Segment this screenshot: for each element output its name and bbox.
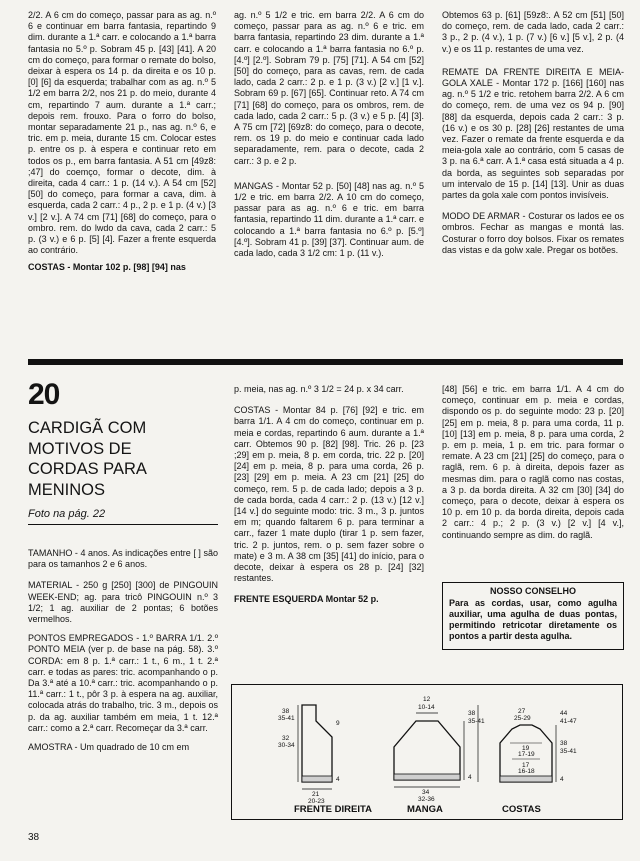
top-col2-text: ag. n.º 5 1/2 e tric. em barra 2/2. A 6 cm do começo, passar para as ag. n.º 6 e tric. em barra fantasia, repartindo 23 dim. durante a 1.ª carr. e colocando a 1.ª barra fantasia no 6.º p. [4.º] [2.º]. Sobram 79 p. [75] [71]. A 54 cm [52] [50] do começo, para as cavas, rem. de cada lado, cada 2 carr.: 2 p. e 1 p. (3 v.) [2 v.] [1 v.]. Sobram 69 p. [67] [65]. Continuar reto. A 74 cm [71] [68] do começo, para os ombros, rem. de cada lado, cada 2 carr.: 5 p. (3 v.) e 5 p. [4] [3]. A 75 cm [72] [69z8: do começo, para o decote, rem. os 19 p. do meio e continuar cada lado separadamente, rem. para o decote, cada 2 carr.: 3 p. e 2 p. — [234, 10, 424, 166]
photo-underline — [28, 524, 218, 525]
photo-reference: Foto na pág. 22 — [28, 508, 106, 520]
top-col2-mangas: MANGAS - Montar 52 p. [50] [48] nas ag. n.º 5 1/2 e tric. em barra 2/2. A 10 cm do começo, passar para as ag. n.º 6 e tric. em barra fantasia, repartindo 11 dim. durante a 1.ª carr. e colocando a 1.ª barra fantasia no 6.º p. [5.º] [4.º]. Sobram 41 p. [39] [37]. Continuar aum. de cada lado, cada 3 1/2 cm: 1 p. (11 v.). — [234, 180, 424, 259]
right-column — [442, 384, 624, 578]
frente-esquerda-heading: FRENTE ESQUERDA Montar 52 p. — [234, 594, 379, 605]
manga-dim: 32-36 — [418, 796, 435, 803]
costas-dim: 41-47 — [560, 718, 577, 725]
costas-dim: 17 — [522, 762, 530, 769]
costas-dim: 17-19 — [518, 751, 535, 758]
manga-rib — [394, 774, 460, 780]
costas-dim: 19 — [522, 745, 530, 752]
costas-dim: 38 — [560, 740, 568, 747]
manga-dim: 38 — [468, 710, 476, 717]
manga-dim: 12 — [423, 696, 431, 703]
frente-dim: 32 — [282, 735, 290, 742]
title-line: MOTIVOS DE — [28, 439, 132, 458]
advice-title: NOSSO CONSELHO — [489, 586, 576, 596]
frente-dim: 30-34 — [278, 742, 295, 749]
top-col3-modo: MODO DE ARMAR - Costurar os lados ee os ombros. Fechar as mangas e montá las. Costurar o forro doy bolsos. Fixar os remates das vistas e da golw xale. Pregar os botões. — [442, 211, 624, 255]
manga-outline — [394, 721, 460, 780]
top-column-1 — [28, 10, 216, 355]
title-line: MENINOS — [28, 480, 106, 499]
costas-section: COSTAS - Montar 84 p. [76] [92] e tric. em barra 1/1. A 4 cm do começo, continuar em p. meia e cordas, repartindo 6 aum. durante a 1.ª carr. Obtemos 90 p. [82] [98]. Tric. 26 p. [23 ;29] em p. meia, 8 p. em corda, tric. 22 p. [20] [24] em p. meia, 8 p. para uma corda, 26 p. [23] [29] em p. meia. A 23 cm [21] [25] do começo, rem. 5 p. de cada lado; depois a 3 p. de cada borda, cada 4 carr.: 2 p. (13 v.) [12 v.] [14 v.] do seguinte modo: tric. 3 m., 3 p. juntos em m; quando faltarem 6 p. para terminar a carr., fazer 1 mate duplo (tirar 1 p. sem fazer, tric. 2 p. juntos, rem. o p. sem fazer sobre o mate) e 3 m. A 38 cm [35] [41] do início, para o decote, deixar à espera os 28 p. [24] [32] restantes. — [234, 405, 424, 584]
manga-dim: 34 — [422, 789, 430, 796]
costas-dim: 27 — [518, 708, 526, 715]
label-costas: COSTAS — [502, 804, 541, 815]
advice-text: Para as cordas, usar, como agulha auxiliar, uma agulha de duas pontas, permitindo retricotar diretamente os pontos a partir desta agulha. — [449, 598, 617, 641]
frente-dim: 9 — [336, 720, 340, 727]
pattern-diagram-svg — [232, 685, 622, 819]
pattern-diagram — [231, 684, 623, 820]
frente-direita-schematic — [278, 705, 340, 805]
page-number: 38 — [28, 832, 40, 843]
top-column-2 — [234, 10, 424, 355]
advice-box — [442, 582, 624, 650]
manga-dim: 4 — [468, 774, 472, 781]
top-col3-text: Obtemos 63 p. [61] [59z8:. A 52 cm [51] [50] do começo, rem. de cada lado, cada 2 carr.: 3 p., 2 p. (4 v.), 1 p. (7 v.) [6 v.] [5 v.], 2 p. (4 v.) e os 11 p. restantes de uma vez. — [442, 10, 624, 54]
costas-schematic — [478, 705, 577, 783]
costas-dim: 25-29 — [514, 715, 531, 722]
pontos-section: PONTOS EMPREGADOS - 1.º BARRA 1/1. 2.º PONTO MEIA (ver p. de base na pág. 58). 3.º CORDA: em 8 p. 1.ª carr.: 1 t., 6 m., 1 t. 2.ª carr. e todas as pares: tric. acompanhando o p. Da 3.ª até a 10.ª carr.: tric. acompanhando o p. 11.ª carr.: 1 t., pôr 3 p. à espera na ag. auxiliar, colocada atrás do trabalho, tric. 3 m., depois os p. da ag. auxiliar também em meia, 1 t. 12.ª carr.: como a 2.ª carr. Recomeçar da 3.ª carr. — [28, 633, 218, 733]
top-col1-text: 2/2. A 6 cm do começo, passar para as ag. n.º 6 e continuar em barra fantasia, repartindo 9 dim. durante a 1.ª carr. e colocando a 1.ª barra fantasia no 5.º p. Sobram 45 p. [43] [41]. A 20 cm do começo, para formar o remate do bolso, deixar à espera os 14 p. da direita e os 10 p. [0] [6] da esquerda; trabalhar com as ag. n.º 5 1/2 em barra 2/2, nos 21 p. do meio, durante 4 cm, repartindo 7 aum. durante a 1.ª carr.; depois rem. frouxo. Para o forro do bolso, montar separadamente 21 p., nas ag. n.º 6, e tric. em p. meia, durante 15 cm. Colocar estes p. entre os p. à espera e continuar reto em todos os p., em barra fantasia. A 51 cm [49z8: ;47] do coemço, formar o decote, dim. à direita, cada 4 carr.: 1 p. (14 v.). A 54 cm [52] [50] do começo, para formar a cava, dim. à esquerda, cada 2 carr.: 4 p., 2 p. e 1 p. (4 v.) [3 v.] [2 v.]. A 74 cm [71] [68] do começo, para o ombro. rem. do lwdo da cava, cada 2 carr.: 5 p. (3 v.) e 6 p. [5] [4]. Fazer a frente esquerda ao contrário. — [28, 10, 216, 256]
frente-dim: 35-41 — [278, 715, 295, 722]
costas-rib — [500, 776, 552, 782]
top-col1-costas: COSTAS - Montar 102 p. [98] [94] nas — [28, 262, 186, 273]
top-col3-remate: REMATE DA FRENTE DIREITA E MEIA-GOLA XALE - Montar 172 p. [166] [160] nas ag. n.º 5 1/2 e tric. retohem barra 2/2. A 6 cm do começo, rem. de uma vez os 94 p. [90] [88] da esquerda, depois cada 2 carr.: 3 p. (16 v.) e os 30 p. [28] [26] restantes de uma vez. Fazer o remate da frente esquerda e da meia-gola xale ao contrário, com 5 casas de 3 p. na 6.ª carr. A 1.ª casa está situada a 4 p. da borda, as seguintes sob separadas por um intervalo de 15 p. [14] [13]. Unir as duas partes da gola xale com pontos invisíveis. — [442, 66, 624, 201]
manga-dim: 35-41 — [468, 718, 485, 725]
costas-dim: 35-41 — [560, 748, 577, 755]
section-divider — [28, 359, 623, 365]
amostra-continuation: p. meia, nas ag. n.º 3 1/2 = 24 p. x 34 carr. — [234, 384, 404, 394]
title-line: CORDAS PARA — [28, 460, 147, 478]
label-manga: MANGA — [407, 804, 443, 815]
left-column — [28, 548, 218, 830]
costas-dim: 16-18 — [518, 768, 535, 775]
label-frente-direita: FRENTE DIREITA — [294, 804, 372, 815]
title-line: CARDIGÃ COM — [28, 419, 147, 437]
frente-dim: 38 — [282, 708, 290, 715]
amostra-section: AMOSTRA - Um quadrado de 10 cm em — [28, 742, 190, 753]
frente-continuation: [48] [56] e tric. em barra 1/1. A 4 cm do começo, continuar em p. meia e cordas, dispondo os p. do seguinte modo: 23 p. [20] [25] em p. meia, 8 p. para uma corda, 11 p. [10] [13] em p. meia, 8 p. para uma corda, 2 p. em p. meia, 1 p. em tric. para formar o remate. A 23 cm [21] [25] do começo, para o raglã, rem. 6 p. à direita, depois fazer as mesmas dim. para o raglã como nas costas, a 3 p. da borda direita. A 32 cm [30] [34] do começo, para o decote, deixar à espera os 10 p. em 10 p. da borda direita, depois cada 2 carr.: 4 p.; 2 p. (3 v.) [2 v.] [4 v.], continuando sempre as dim. do raglã. — [442, 384, 624, 540]
top-column-3 — [442, 10, 624, 355]
frente-outline — [302, 705, 332, 782]
manga-dim: 10-14 — [418, 704, 435, 711]
manga-schematic — [394, 696, 485, 803]
frente-dim: 4 — [336, 776, 340, 783]
tamanho-section: TAMANHO - 4 anos. As indicações entre [ ] são para os tamanhos 2 e 6 anos. — [28, 548, 218, 570]
frente-dim: 21 — [312, 791, 320, 798]
material-section: MATERIAL - 250 g [250] [300] de PINGOUIN WEEK-END; ag. para tricô PINGOUIN n.º 3 1/2; 1 ag. auxiliar de 2 pontas; 6 botões vermelhos. — [28, 580, 218, 625]
middle-column — [234, 384, 424, 682]
frente-rib — [302, 776, 332, 782]
article-number: 20 — [28, 378, 60, 411]
costas-dim: 4 — [560, 776, 564, 783]
article-title — [28, 418, 147, 500]
costas-dim: 44 — [560, 710, 568, 717]
frente-dim: 20-23 — [308, 798, 325, 805]
